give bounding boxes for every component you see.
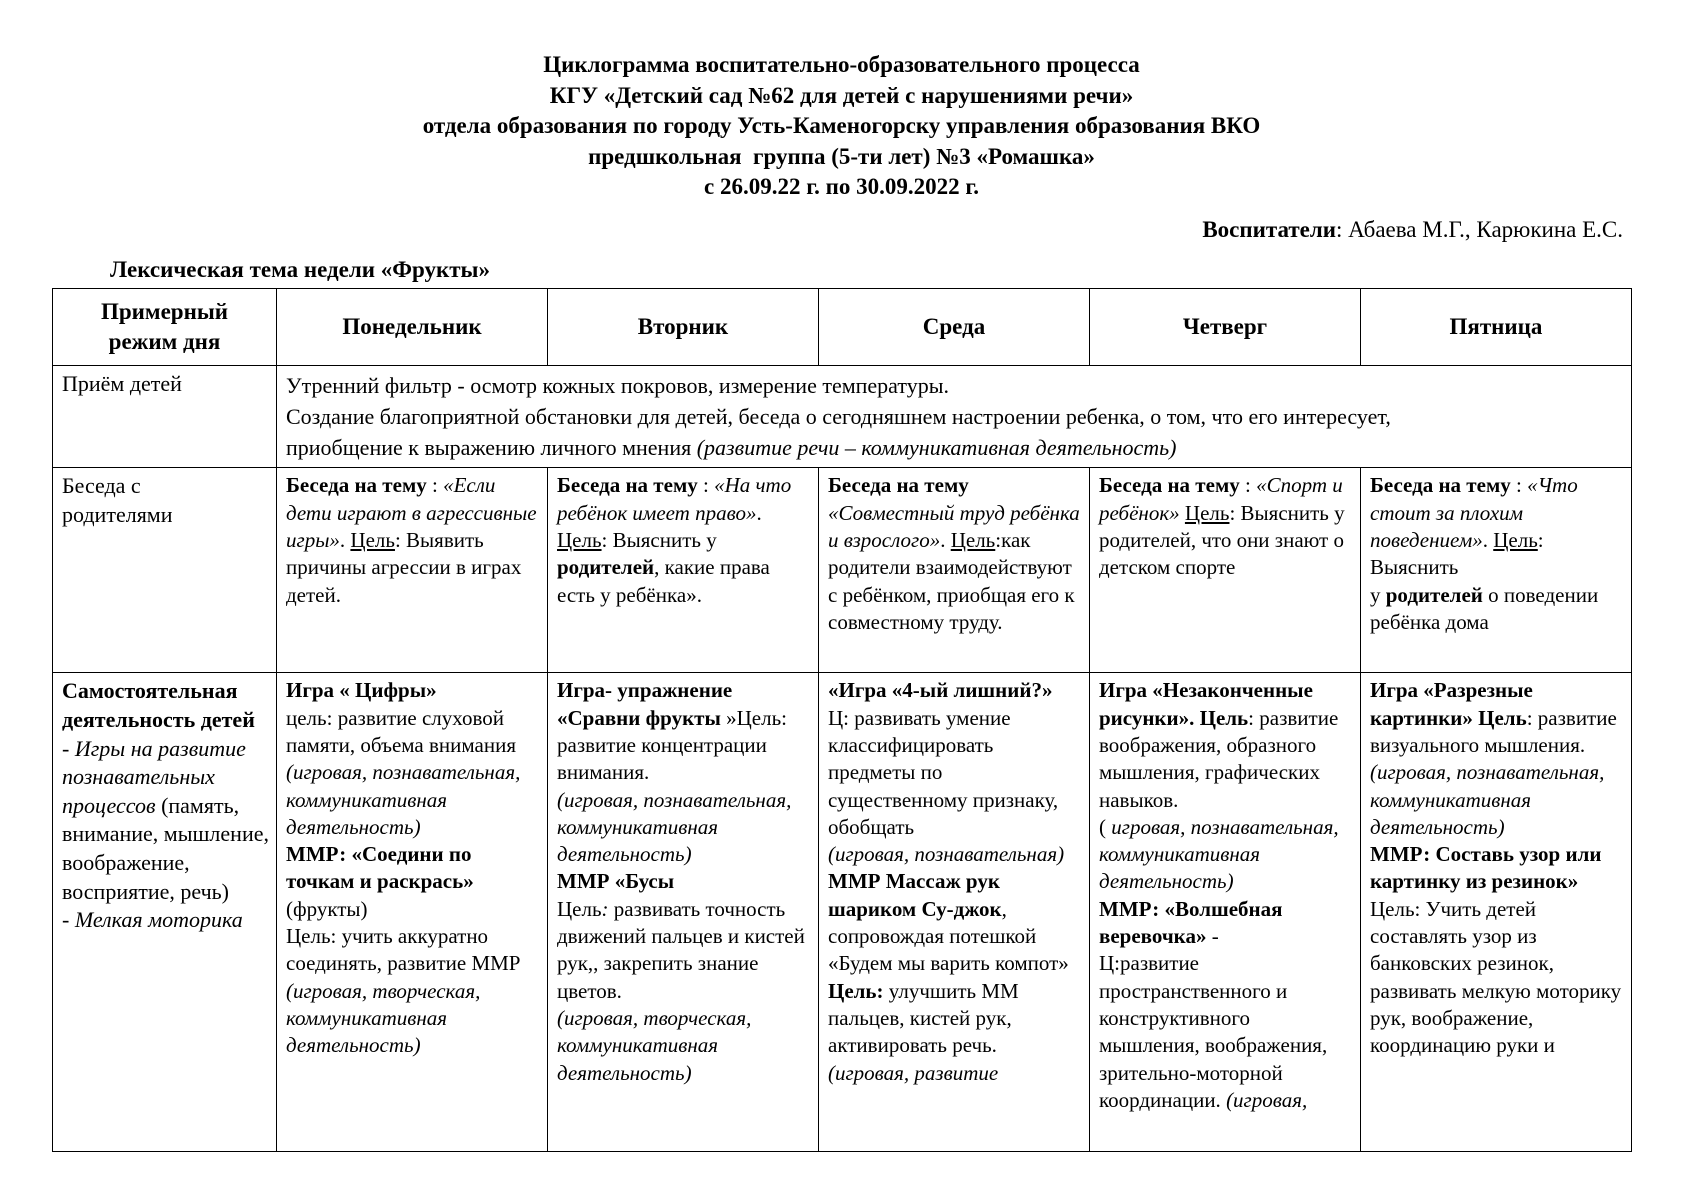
column-header-tuesday: Вторник bbox=[548, 288, 819, 365]
table-body bbox=[53, 365, 1632, 1152]
table-row-samostoyatelnaya-deyatelnost bbox=[53, 673, 1632, 1152]
cyclogram-table bbox=[52, 288, 1632, 1152]
cell-beseda-tuesday: Беседа на тему : «На что ребёнок имеет право». Цель: Выяснить у родителей, какие права есть у ребёнка». bbox=[548, 468, 819, 673]
column-header-wednesday: Среда bbox=[819, 288, 1090, 365]
lexical-theme: Лексическая тема недели «Фрукты» bbox=[110, 256, 491, 282]
table-row-beseda-s-roditelyami bbox=[53, 468, 1632, 673]
regime-label-beseda: Беседа с родителями bbox=[53, 468, 277, 673]
title-line-4: предшкольная группа (5-ти лет) №3 «Ромашка» bbox=[588, 143, 1095, 169]
title-line-3: отдела образования по городу Усть-Каменогорску управления образования ВКО bbox=[422, 113, 1261, 139]
teachers-label: Воспитатели bbox=[1202, 216, 1337, 242]
cell-beseda-wednesday: Беседа на тему «Совместный труд ребёнка и взрослого». Цель:как родители взаимодействуют с ребёнком, приобщая его к совместному труду. bbox=[819, 468, 1090, 673]
teachers-line bbox=[52, 217, 1631, 243]
cell-samost-tuesday: Игра- упражнение «Сравни фрукты »Цель: развитие концентрации внимания. (игровая, познавательная, коммуникативная деятельность) ММР «Бусы Цель: развивать точность движений пальцев и кистей рук,, закрепить знание цветов. (игровая, творческая, коммуникативная деятельность) bbox=[548, 673, 819, 1152]
table-row-priem-detei bbox=[53, 365, 1632, 468]
cell-samost-friday: Игра «Разрезные картинки» Цель: развитие визуального мышления. (игровая, познавательная, коммуникативная деятельность) ММР: Составь узор или картинку из резинок» Цель: Учить детей составлять узор из банковских резинок, развивать мелкую моторику рук, воображение, координацию руки и bbox=[1361, 673, 1632, 1152]
cell-samost-monday: Игра « Цифры» цель: развитие слуховой памяти, объема внимания (игровая, познавательная, коммуникативная деятельность) ММР: «Соедини по точкам и раскрась» (фрукты) Цель: учить аккуратно соединять, развитие ММР (игровая, творческая, коммуникативная деятельность) bbox=[277, 673, 548, 1152]
table-header bbox=[53, 288, 1632, 365]
title-line-5: с 26.09.22 г. по 30.09.2022 г. bbox=[704, 174, 979, 200]
cell-beseda-thursday: Беседа на тему : «Спорт и ребёнок» Цель: Выяснить у родителей, что они знают о детском спорте bbox=[1090, 468, 1361, 673]
header-row bbox=[53, 288, 1632, 365]
cell-beseda-friday: Беседа на тему : «Что стоит за плохим поведением». Цель: Выяснить у родителей о поведении ребёнка дома bbox=[1361, 468, 1632, 673]
title-line-2: КГУ «Детский сад №62 для детей с нарушениями речи» bbox=[549, 82, 1134, 108]
column-header-monday: Понедельник bbox=[277, 288, 548, 365]
column-header-regime: Примерный режим дня bbox=[53, 288, 277, 365]
regime-label-samostoyatelnaya: Самостоятельная деятельность детей - Игры на развитие познавательных процессов (память, внимание, мышление, воображение, восприятие, речь) - Мелкая моторика bbox=[53, 673, 277, 1152]
document-title-block bbox=[52, 0, 1631, 203]
cell-samost-wednesday: «Игра «4-ый лишний?» Ц: развивать умение классифицировать предметы по существенному признаку, обобщать (игровая, познавательная) ММР Массаж рук шариком Су-джок, сопровождая потешкой «Будем мы варить компот» Цель: улучшить ММ пальцев, кистей рук, активировать речь. (игровая, развитие bbox=[819, 673, 1090, 1152]
cell-priem-detei-all-days: Утренний фильтр - осмотр кожных покровов, измерение температуры. Создание благоприятной обстановки для детей, беседа о сегодняшнем настроении ребенка, о том, что его интересует, приобщение к выражению личного мнения (развитие речи – коммуникативная деятельность) bbox=[277, 365, 1632, 468]
column-header-thursday: Четверг bbox=[1090, 288, 1361, 365]
cell-samost-thursday: Игра «Незаконченные рисунки». Цель: развитие воображения, образного мышления, графических навыков. ( игровая, познавательная, коммуникативная деятельность) ММР: «Волшебная веревочка» - Ц:развитие пространственного и конструктивного мышления, воображения, зрительно-моторной координации. (игровая, bbox=[1090, 673, 1361, 1152]
column-header-friday: Пятница bbox=[1361, 288, 1632, 365]
title-line-1: Циклограмма воспитательно-образовательного процесса bbox=[543, 52, 1140, 77]
cell-beseda-monday: Беседа на тему : «Если дети играют в агрессивные игры». Цель: Выявить причины агрессии в играх детей. bbox=[277, 468, 548, 673]
regime-label-priem-detei: Приём детей bbox=[53, 365, 277, 468]
teachers-value: : Абаева М.Г., Карюкина Е.С. bbox=[1336, 216, 1623, 242]
